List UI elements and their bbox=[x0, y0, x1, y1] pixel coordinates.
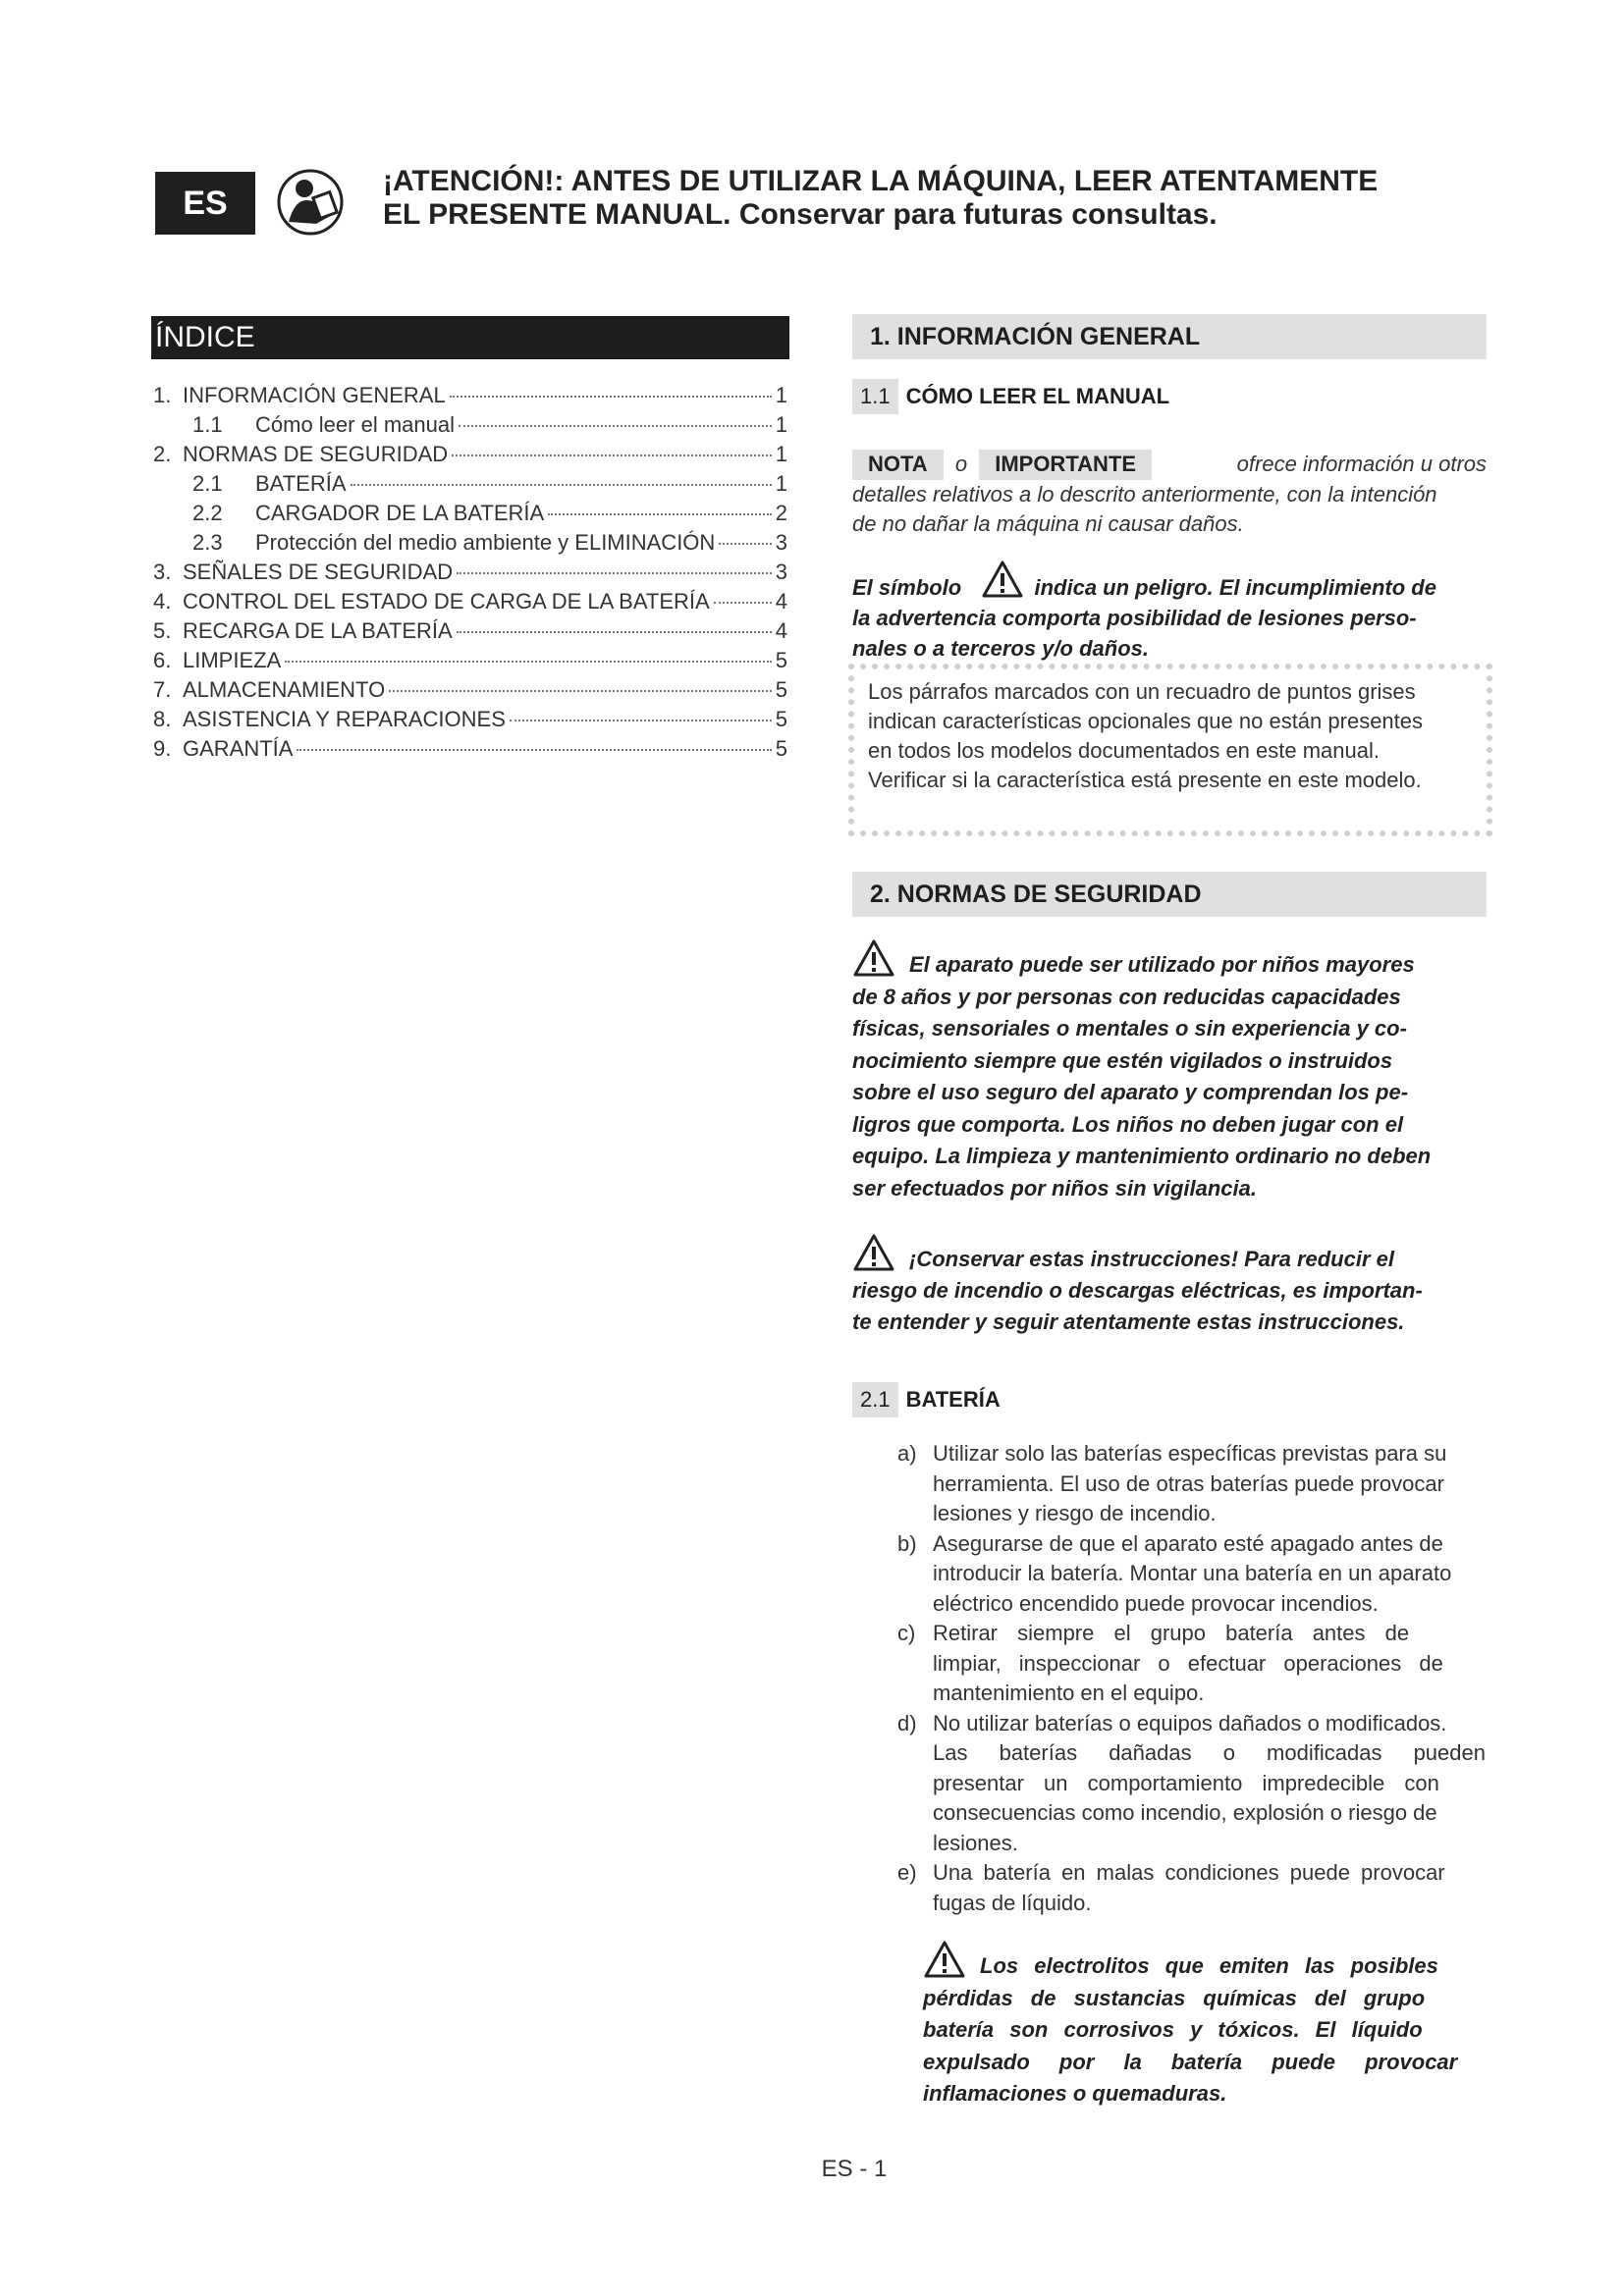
toc-num: 1.1 bbox=[192, 412, 223, 437]
subsection-number: 1.1 bbox=[852, 379, 898, 414]
symbol-line-3: nales o a terceros y/o daños. bbox=[852, 636, 1150, 661]
toc-text: INFORMACIÓN GENERAL bbox=[183, 383, 446, 407]
list-item bbox=[897, 1439, 1492, 1529]
list-marker: b) bbox=[897, 1530, 917, 1556]
note-line-1: ofrece información u otros bbox=[1236, 452, 1487, 476]
toc-leader bbox=[457, 631, 772, 633]
subsection-title: BATERÍA bbox=[905, 1387, 1001, 1412]
list-line: limpiar, inspeccionar o efectuar operaciones de bbox=[933, 1650, 1443, 1676]
read-manual-icon bbox=[277, 165, 344, 236]
subsection-1-1-heading bbox=[852, 379, 1169, 414]
attention-line-1: ¡ATENCIÓN!: ANTES DE UTILIZAR LA MÁQUINA, LEER ATENTAMENTE bbox=[383, 165, 1379, 197]
subsection-title: CÓMO LEER EL MANUAL bbox=[905, 384, 1170, 408]
warning-line: expulsado por la batería puede provocar bbox=[923, 2049, 1458, 2074]
toc-page: 1 bbox=[775, 442, 787, 466]
toc-leader bbox=[714, 602, 772, 604]
toc-page: 4 bbox=[775, 618, 787, 643]
warning-line: ¡Conservar estas instrucciones! Para reducir el bbox=[909, 1247, 1394, 1271]
toc-leader bbox=[510, 720, 772, 721]
toc-text: BATERÍA bbox=[255, 471, 347, 496]
toc-text: CONTROL DEL ESTADO DE CARGA DE LA BATERÍA bbox=[183, 589, 710, 614]
toc-page: 1 bbox=[775, 383, 787, 407]
optional-line: Verificar si la característica está presente en este modelo. bbox=[868, 768, 1422, 792]
list-line: herramienta. El uso de otras baterías puede provocar bbox=[933, 1470, 1444, 1496]
electrolyte-warning bbox=[923, 1940, 1487, 2110]
subsection-2-1-heading bbox=[852, 1382, 1001, 1417]
toc-page: 2 bbox=[775, 501, 787, 525]
symbol-text-post: indica un peligro. El incumplimiento de bbox=[1034, 575, 1436, 600]
note-line-3: de no dañar la máquina ni causar daños. bbox=[852, 511, 1244, 536]
toc-num: 8. bbox=[153, 707, 172, 731]
toc-leader bbox=[459, 425, 772, 427]
list-item bbox=[897, 1529, 1492, 1620]
list-line: lesiones. bbox=[933, 1830, 1018, 1855]
section-1-heading: 1. INFORMACIÓN GENERAL bbox=[852, 314, 1487, 359]
toc-num: 2.2 bbox=[192, 501, 223, 525]
optional-line: en todos los modelos documentados en este manual. bbox=[868, 738, 1380, 763]
index-title: ÍNDICE bbox=[151, 316, 789, 359]
toc-page: 4 bbox=[775, 589, 787, 614]
toc-page: 3 bbox=[775, 560, 787, 584]
note-line-2: detalles relativos a lo descrito anteriormente, con la intención bbox=[852, 481, 1437, 507]
warning-line: riesgo de incendio o descargas eléctricas, es importan- bbox=[852, 1278, 1423, 1303]
toc-item[interactable] bbox=[153, 558, 787, 587]
symbol-line-2: la advertencia comporta posibilidad de lesiones perso- bbox=[852, 606, 1417, 630]
optional-feature-text bbox=[868, 677, 1477, 795]
toc-leader bbox=[452, 454, 772, 456]
list-item bbox=[897, 1619, 1492, 1709]
toc-leader bbox=[389, 690, 772, 692]
toc-num: 4. bbox=[153, 589, 172, 614]
warning-line: de 8 años y por personas con reducidas capacidades bbox=[852, 984, 1401, 1009]
toc-item[interactable] bbox=[153, 675, 787, 705]
language-badge: ES bbox=[155, 172, 255, 235]
toc-item[interactable] bbox=[153, 410, 787, 440]
list-line: presentar un comportamiento impredecible con bbox=[933, 1770, 1439, 1795]
warning-triangle-icon bbox=[923, 1940, 966, 1979]
page-number: ES - 1 bbox=[821, 2156, 888, 2182]
list-line: Asegurarse de que el aparato esté apagado antes de bbox=[933, 1530, 1443, 1556]
attention-heading bbox=[383, 165, 1378, 232]
warning-line: nocimiento siempre que estén vigilados o instruidos bbox=[852, 1047, 1393, 1073]
section-2-heading: 2. NORMAS DE SEGURIDAD bbox=[852, 872, 1487, 917]
toc-item[interactable] bbox=[153, 499, 787, 528]
toc-text: ASISTENCIA Y REPARACIONES bbox=[183, 707, 506, 731]
list-line: Las baterías dañadas o modificadas pueden bbox=[933, 1740, 1486, 1765]
toc-text: Cómo leer el manual bbox=[255, 412, 455, 437]
toc-leader bbox=[719, 543, 771, 545]
list-line: mantenimiento en el equipo. bbox=[933, 1681, 1205, 1705]
toc-num: 7. bbox=[153, 677, 172, 702]
toc-item[interactable] bbox=[153, 705, 787, 734]
toc-page: 1 bbox=[775, 412, 787, 437]
toc-item[interactable] bbox=[153, 528, 787, 558]
toc-text: NORMAS DE SEGURIDAD bbox=[183, 442, 449, 466]
list-line: Utilizar solo las baterías específicas previstas para su bbox=[933, 1441, 1447, 1466]
toc-num: 2. bbox=[153, 442, 172, 466]
optional-line: indican características opcionales que no están presentes bbox=[868, 709, 1424, 733]
toc-num: 2.3 bbox=[192, 530, 223, 555]
toc-item[interactable] bbox=[153, 734, 787, 764]
list-marker: e) bbox=[897, 1860, 917, 1885]
list-line: Una batería en malas condiciones puede provocar bbox=[933, 1860, 1445, 1885]
symbol-paragraph bbox=[852, 560, 1487, 664]
toc-item[interactable] bbox=[153, 440, 787, 469]
children-warning bbox=[852, 938, 1487, 1204]
toc-num: 1. bbox=[153, 383, 172, 407]
warning-line: Los electrolitos que emiten las posibles bbox=[980, 1953, 1438, 1978]
toc-item[interactable] bbox=[153, 587, 787, 616]
toc-num: 2.1 bbox=[192, 471, 223, 496]
toc-item[interactable] bbox=[153, 469, 787, 499]
toc-leader bbox=[450, 396, 772, 398]
toc-num: 3. bbox=[153, 560, 172, 584]
toc-item[interactable] bbox=[153, 381, 787, 410]
toc-page: 1 bbox=[775, 471, 787, 496]
attention-line-2: EL PRESENTE MANUAL. Conservar para futuras consultas. bbox=[383, 198, 1218, 231]
toc-page: 5 bbox=[775, 736, 787, 761]
warning-line: físicas, sensoriales o mentales o sin experiencia y co- bbox=[852, 1016, 1407, 1041]
symbol-text-pre: El símbolo bbox=[852, 575, 962, 600]
list-item bbox=[897, 1858, 1492, 1918]
list-item bbox=[897, 1709, 1492, 1859]
toc-leader bbox=[297, 749, 771, 751]
warning-line: te entender y seguir atentamente estas instrucciones. bbox=[852, 1309, 1405, 1334]
toc-text: SEÑALES DE SEGURIDAD bbox=[183, 560, 454, 584]
toc-num: 5. bbox=[153, 618, 172, 643]
list-line: lesiones y riesgo de incendio. bbox=[933, 1501, 1217, 1525]
list-marker: d) bbox=[897, 1710, 917, 1735]
toc-num: 6. bbox=[153, 648, 172, 672]
toc-text: Protección del medio ambiente y ELIMINACIÓN bbox=[255, 530, 716, 555]
list-line: Retirar siempre el grupo batería antes de bbox=[933, 1621, 1410, 1645]
warning-line: El aparato puede ser utilizado por niños mayores bbox=[909, 952, 1415, 977]
table-of-contents bbox=[153, 381, 787, 764]
toc-page: 5 bbox=[775, 677, 787, 702]
note-paragraph bbox=[852, 450, 1487, 540]
warning-line: batería son corrosivos y tóxicos. El líquido bbox=[923, 2017, 1423, 2042]
warning-triangle-icon bbox=[852, 938, 895, 978]
toc-text: GARANTÍA bbox=[183, 736, 294, 761]
toc-leader bbox=[351, 484, 772, 486]
toc-page: 5 bbox=[775, 648, 787, 672]
warning-triangle-icon bbox=[981, 560, 1024, 599]
warning-line: pérdidas de sustancias químicas del grupo bbox=[923, 1985, 1426, 2010]
list-line: introducir la batería. Montar una batería en un aparato bbox=[933, 1561, 1452, 1585]
toc-item[interactable] bbox=[153, 646, 787, 675]
toc-text: CARGADOR DE LA BATERÍA bbox=[255, 501, 545, 525]
warning-line: inflamaciones o quemaduras. bbox=[923, 2081, 1227, 2106]
list-line: consecuencias como incendio, explosión o riesgo de bbox=[933, 1800, 1437, 1825]
toc-page: 5 bbox=[775, 707, 787, 731]
warning-line: equipo. La limpieza y mantenimiento ordinario no deben bbox=[852, 1144, 1432, 1168]
conserve-warning bbox=[852, 1233, 1487, 1338]
note-tag: NOTA bbox=[852, 450, 944, 480]
optional-line: Los párrafos marcados con un recuadro de puntos grises bbox=[868, 679, 1416, 704]
or-word: o bbox=[954, 452, 968, 476]
list-line: No utilizar baterías o equipos dañados o modificados. bbox=[933, 1710, 1447, 1735]
warning-triangle-icon bbox=[852, 1233, 895, 1272]
toc-item[interactable] bbox=[153, 616, 787, 646]
toc-leader bbox=[457, 572, 772, 574]
toc-num: 9. bbox=[153, 736, 172, 761]
list-marker: a) bbox=[897, 1441, 917, 1466]
toc-page: 3 bbox=[775, 530, 787, 555]
warning-line: ligros que comporta. Los niños no deben jugar con el bbox=[852, 1111, 1404, 1137]
toc-text: LIMPIEZA bbox=[183, 648, 282, 672]
list-line: fugas de líquido. bbox=[933, 1890, 1092, 1915]
toc-text: ALMACENAMIENTO bbox=[183, 677, 386, 702]
subsection-number: 2.1 bbox=[852, 1382, 898, 1417]
warning-line: sobre el uso seguro del aparato y comprendan los pe- bbox=[852, 1080, 1409, 1104]
battery-list bbox=[897, 1439, 1492, 1918]
toc-leader bbox=[548, 513, 772, 515]
list-line: eléctrico encendido puede provocar incendios. bbox=[933, 1590, 1379, 1616]
toc-text: RECARGA DE LA BATERÍA bbox=[183, 618, 453, 643]
important-tag: IMPORTANTE bbox=[979, 450, 1152, 480]
warning-line: ser efectuados por niños sin vigilancia. bbox=[852, 1175, 1258, 1201]
toc-leader bbox=[285, 661, 772, 663]
list-marker: c) bbox=[897, 1621, 916, 1645]
